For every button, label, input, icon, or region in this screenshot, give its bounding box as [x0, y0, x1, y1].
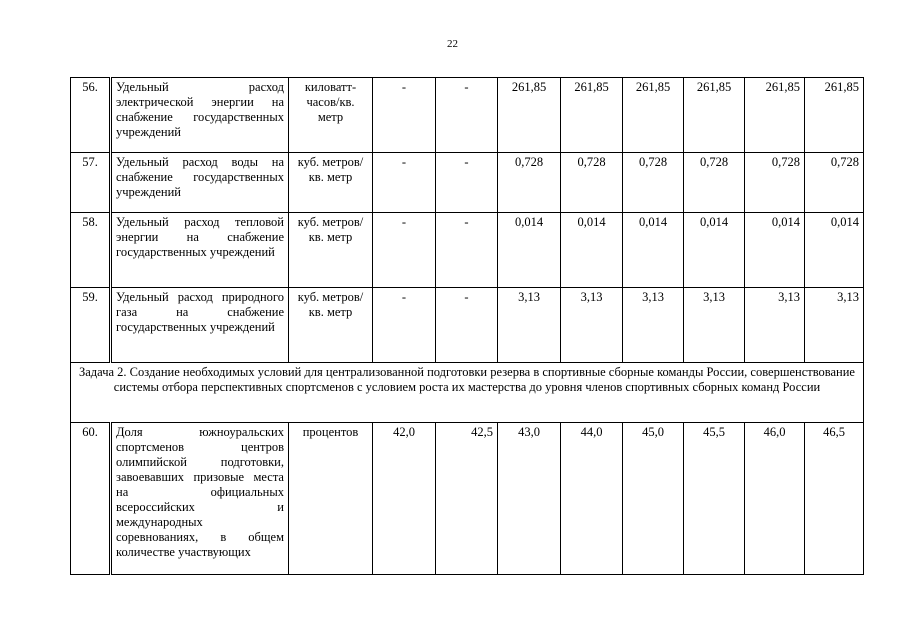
value-cell: 0,728	[561, 153, 623, 213]
value-cell: 3,13	[684, 288, 745, 363]
value-cell: 0,014	[805, 213, 864, 288]
row-number: 58.	[71, 213, 111, 288]
value-cell: -	[436, 213, 498, 288]
value-cell: 3,13	[498, 288, 561, 363]
value-cell: 261,85	[561, 78, 623, 153]
indicator-name: Доля южноуральских спортсменов центров олимпийской подготовки, завоевавших призовые места на официальных всероссийских и международных соревнованиях, в общем количестве участвующих	[111, 423, 289, 575]
value-cell: -	[373, 288, 436, 363]
value-cell: 0,014	[684, 213, 745, 288]
value-cell: 45,5	[684, 423, 745, 575]
indicator-name: Удельный расход тепловой энергии на снабжение государственных учреждений	[111, 213, 289, 288]
value-cell: 261,85	[805, 78, 864, 153]
row-number: 60.	[71, 423, 111, 575]
task-row	[71, 363, 864, 423]
unit-cell: киловатт-часов/кв. метр	[289, 78, 373, 153]
value-cell: 3,13	[623, 288, 684, 363]
value-cell: -	[436, 153, 498, 213]
unit-cell: куб. метров/ кв. метр	[289, 153, 373, 213]
value-cell: 0,014	[745, 213, 805, 288]
value-cell: 46,5	[805, 423, 864, 575]
value-cell: -	[373, 153, 436, 213]
value-cell: 0,728	[498, 153, 561, 213]
unit-cell: куб. метров/ кв. метр	[289, 288, 373, 363]
value-cell: 42,5	[436, 423, 498, 575]
value-cell: 261,85	[745, 78, 805, 153]
table-row	[71, 153, 864, 213]
value-cell: 3,13	[745, 288, 805, 363]
value-cell: 0,014	[623, 213, 684, 288]
task-heading: Задача 2. Создание необходимых условий для централизованной подготовки резерва в спортивные сборные команды России, совершенствование системы отбора перспективных спортсменов с условием роста их мастерства до уровня членов спортивных сборных команд России	[71, 363, 864, 423]
indicator-name: Удельный расход электрической энергии на снабжение государственных учреждений	[111, 78, 289, 153]
value-cell: 44,0	[561, 423, 623, 575]
table-row	[71, 78, 864, 153]
value-cell: 3,13	[561, 288, 623, 363]
value-cell: -	[436, 288, 498, 363]
indicator-name: Удельный расход воды на снабжение государственных учреждений	[111, 153, 289, 213]
page-number: 22	[447, 38, 458, 50]
table-row	[71, 423, 864, 575]
indicator-name: Удельный расход природного газа на снабжение государственных учреждений	[111, 288, 289, 363]
table-row	[71, 288, 864, 363]
table-row	[71, 213, 864, 288]
value-cell: -	[436, 78, 498, 153]
value-cell: 0,728	[805, 153, 864, 213]
row-number: 59.	[71, 288, 111, 363]
value-cell: -	[373, 78, 436, 153]
value-cell: 46,0	[745, 423, 805, 575]
value-cell: 43,0	[498, 423, 561, 575]
value-cell: -	[373, 213, 436, 288]
row-number: 57.	[71, 153, 111, 213]
unit-cell: процентов	[289, 423, 373, 575]
value-cell: 3,13	[805, 288, 864, 363]
value-cell: 261,85	[498, 78, 561, 153]
indicators-table	[70, 77, 864, 575]
row-number: 56.	[71, 78, 111, 153]
value-cell: 45,0	[623, 423, 684, 575]
value-cell: 0,014	[561, 213, 623, 288]
value-cell: 42,0	[373, 423, 436, 575]
value-cell: 0,014	[498, 213, 561, 288]
value-cell: 0,728	[623, 153, 684, 213]
value-cell: 261,85	[684, 78, 745, 153]
value-cell: 261,85	[623, 78, 684, 153]
value-cell: 0,728	[684, 153, 745, 213]
value-cell: 0,728	[745, 153, 805, 213]
unit-cell: куб. метров/ кв. метр	[289, 213, 373, 288]
